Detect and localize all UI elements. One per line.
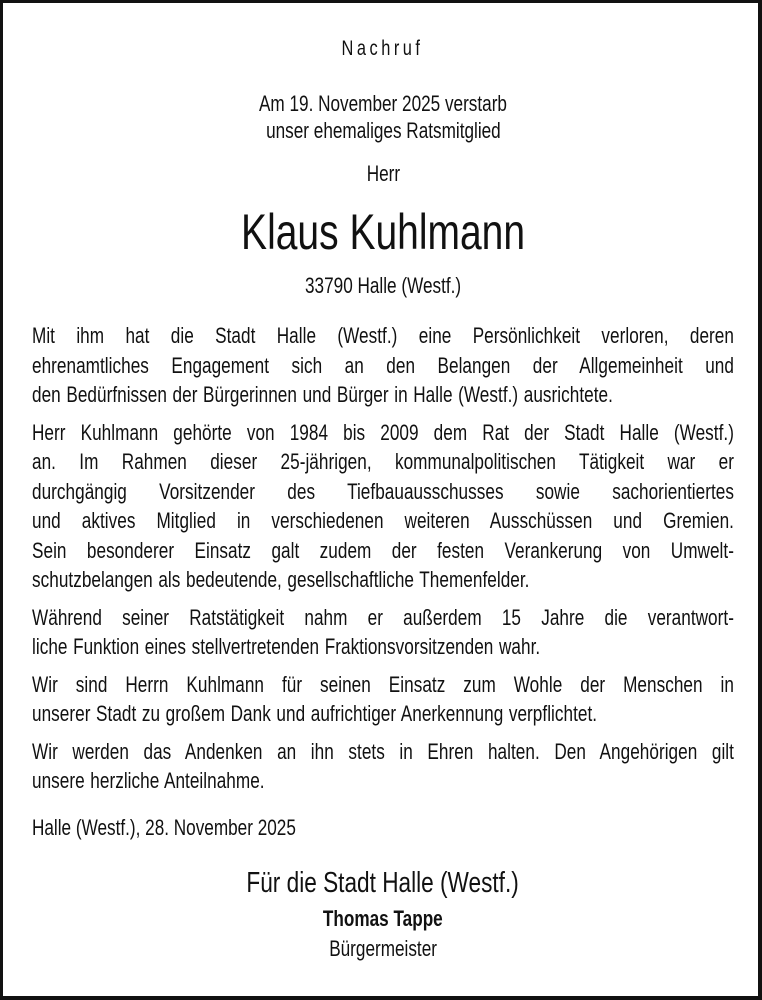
- deceased-location-text: 33790 Halle (Westf.): [304, 273, 462, 298]
- paragraph-line: liche Funktion eines stellvertretenden Fraktionsvorsitzenden wahr.: [32, 634, 541, 659]
- signature-organization: [32, 865, 734, 901]
- paragraph-line: und aktives Mitglied in verschiedenen weiteren Ausschüssen und Gremien.: [32, 508, 734, 533]
- paragraph-line: unsere herzliche Anteilnahme.: [32, 768, 265, 793]
- signature-name-text: Thomas Tappe: [323, 906, 443, 931]
- paragraph-line: Wir werden das Andenken an ihn stets in Ehren halten. Den Angehörigen gilt: [32, 738, 734, 764]
- paragraph-5: [32, 737, 734, 796]
- signature-title-text: Bürgermeister: [329, 936, 437, 961]
- paragraph-line: schutzbelangen als bedeutende, gesellschaftliche Themenfelder.: [32, 567, 530, 592]
- paragraph-line: ehrenamtliches Engagement sich an den Belangen der Allgemeinheit und: [32, 352, 734, 378]
- paragraph-line: Herr Kuhlmann gehörte von 1984 bis 2009 dem Rat der Stadt Halle (Westf.): [32, 419, 734, 445]
- notice-heading-text: Nachruf: [342, 37, 424, 60]
- signature-organization-text: Für die Stadt Halle (Westf.): [246, 867, 520, 899]
- deceased-name: [32, 202, 734, 262]
- intro-line-1: Am 19. November 2025 verstarb: [259, 91, 507, 116]
- dateline: Halle (Westf.), 28. November 2025: [32, 815, 296, 840]
- paragraph-line: Mit ihm hat die Stadt Halle (Westf.) eine Persönlichkeit verloren, deren: [32, 323, 734, 348]
- paragraph-line: an. Im Rahmen dieser 25-jährigen, kommunalpolitischen Tätigkeit war er: [32, 449, 734, 474]
- paragraph-line: Wir sind Herrn Kuhlmann für seinen Einsatz zum Wohle der Menschen in: [32, 671, 734, 697]
- paragraph-2: [32, 418, 734, 595]
- signature-name: [32, 905, 734, 933]
- notice-heading: [32, 35, 734, 63]
- salutation: [32, 160, 734, 188]
- paragraph-3: [32, 603, 734, 662]
- paragraph-line: Während seiner Ratstätigkeit nahm er außerdem 15 Jahre die verantwort-: [32, 604, 734, 630]
- intro-block: [32, 90, 734, 144]
- paragraph-line: Sein besonderer Einsatz galt zudem der festen Verankerung von Umwelt-: [32, 537, 734, 563]
- paragraph-line: unserer Stadt zu großem Dank und aufrichtiger Anerkennung verpflichtet.: [32, 701, 598, 726]
- paragraph-4: [32, 670, 734, 729]
- deceased-name-text: Klaus Kuhlmann: [240, 204, 526, 260]
- salutation-text: Herr: [366, 161, 400, 186]
- intro-line-2: unser ehemaliges Ratsmitglied: [265, 118, 501, 143]
- signature-title: [32, 935, 734, 963]
- paragraph-line: durchgängig Vorsitzender des Tiefbauausschusses sowie sachorientiertes: [32, 478, 734, 504]
- obituary-body: [32, 321, 734, 804]
- paragraph-line: den Bedürfnissen der Bürgerinnen und Bürger in Halle (Westf.) ausrichtete.: [32, 382, 613, 407]
- paragraph-1: [32, 321, 734, 410]
- deceased-location: [32, 271, 734, 301]
